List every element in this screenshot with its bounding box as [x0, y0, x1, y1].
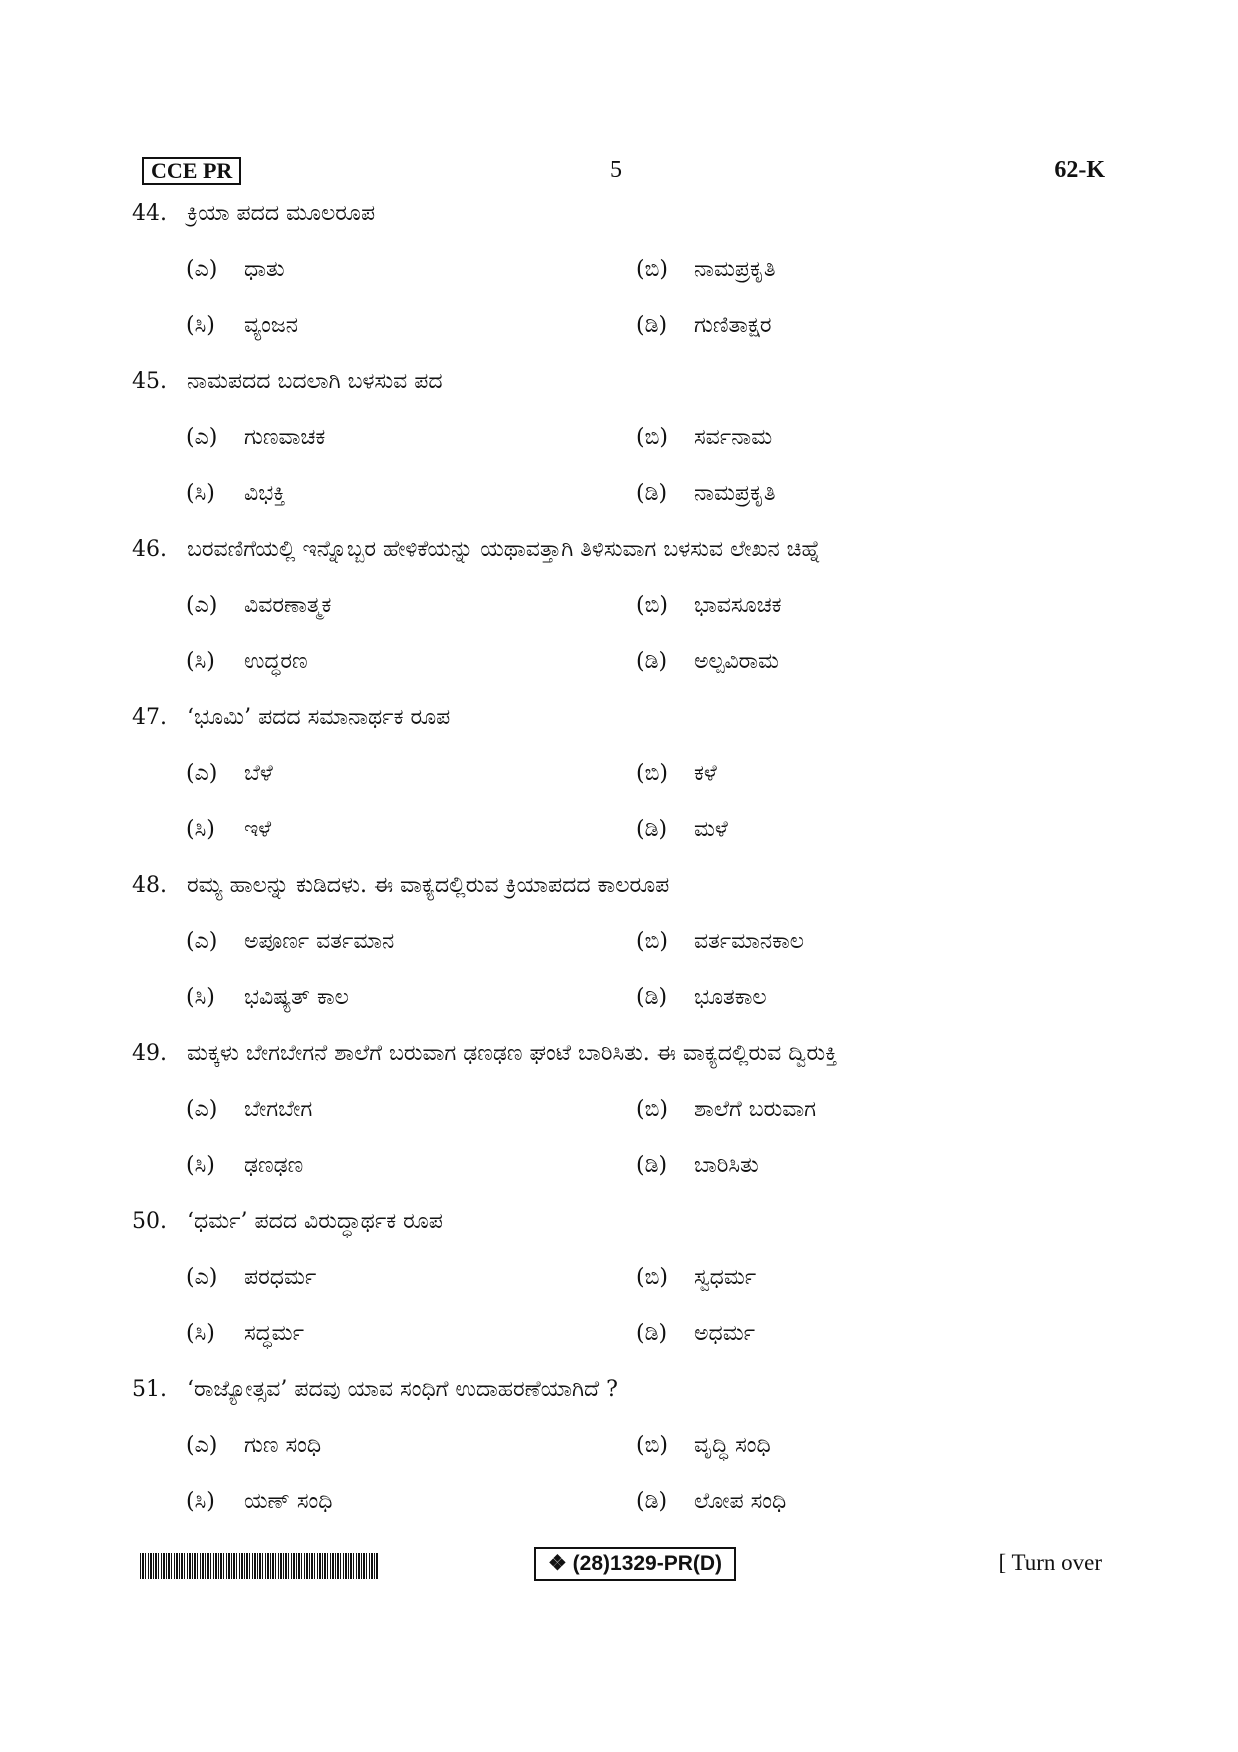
option-a[interactable] — [186, 1428, 321, 1464]
option-label: (ಡಿ) — [636, 1489, 668, 1514]
question-text: ಬರವಣಿಗೆಯಲ್ಲಿ ಇನ್ನೊಬ್ಬರ ಹೇಳಿಕೆಯನ್ನು ಯಥಾವತ್ತಾಗಿ ತಿಳಿಸುವಾಗ ಬಳಸುವ ಲೇಖನ ಚಿಹ್ನೆ — [187, 537, 821, 562]
option-text: ವೃದ್ಧಿ ಸಂಧಿ — [694, 1433, 771, 1458]
option-text: ವಿವರಣಾತ್ಮಕ — [244, 593, 332, 618]
option-label: (ಡಿ) — [636, 1153, 668, 1178]
question-text: ರಮ್ಯ ಹಾಲನ್ನು ಕುಡಿದಳು. ಈ ವಾಕ್ಯದಲ್ಲಿರುವ ಕ್ರಿಯಾಪದದ ಕಾಲರೂಪ — [187, 873, 670, 898]
option-label: (ಎ) — [186, 1097, 218, 1122]
option-row — [132, 756, 1112, 812]
question-number: 46. — [132, 537, 167, 562]
question-text: ‘ಧರ್ಮ’ ಪದದ ವಿರುದ್ಧಾರ್ಥಕ ರೂಪ — [187, 1209, 443, 1234]
option-text: ಢಣಢಣ — [244, 1153, 304, 1178]
option-label: (ಡಿ) — [636, 817, 668, 842]
option-b[interactable] — [636, 588, 782, 624]
option-label: (ಬಿ) — [636, 761, 668, 786]
option-row — [132, 1428, 1112, 1484]
question-stem — [132, 1036, 1112, 1092]
paper-serial-box — [534, 1547, 736, 1581]
option-a[interactable] — [186, 756, 273, 792]
option-text: ಭೂತಕಾಲ — [694, 985, 767, 1010]
option-b[interactable] — [636, 756, 717, 792]
question-48 — [132, 868, 1112, 1036]
option-row — [132, 644, 1112, 700]
option-a[interactable] — [186, 420, 325, 456]
question-stem — [132, 1204, 1112, 1260]
option-text: ಲೋಪ ಸಂಧಿ — [694, 1489, 787, 1514]
question-stem — [132, 868, 1112, 924]
option-b[interactable] — [636, 1260, 756, 1296]
option-label: (ಡಿ) — [636, 649, 668, 674]
option-text: ಬಾರಿಸಿತು — [694, 1153, 759, 1178]
turn-over-note: [ Turn over — [998, 1550, 1102, 1575]
option-text: ಸ್ವಧರ್ಮ — [694, 1265, 757, 1290]
cce-pr-label: CCE PR — [142, 157, 241, 185]
option-d[interactable] — [636, 308, 771, 344]
option-c[interactable] — [186, 1484, 332, 1520]
question-stem — [132, 1372, 1112, 1428]
question-51 — [132, 1372, 1112, 1540]
option-d[interactable] — [636, 1148, 759, 1184]
option-row — [132, 980, 1112, 1036]
option-a[interactable] — [186, 588, 331, 624]
option-text: ಉದ್ಧರಣ — [244, 649, 308, 674]
option-row — [132, 1092, 1112, 1148]
option-c[interactable] — [186, 1316, 304, 1352]
option-c[interactable] — [186, 644, 308, 680]
option-label: (ಎ) — [186, 425, 218, 450]
option-text: ಬೆಳೆ — [244, 761, 273, 786]
question-50 — [132, 1204, 1112, 1372]
option-text: ಪರಧರ್ಮ — [244, 1265, 317, 1290]
option-label: (ಎ) — [186, 761, 218, 786]
option-text: ಇಳೆ — [244, 817, 272, 842]
option-a[interactable] — [186, 1092, 312, 1128]
option-text: ಮಳೆ — [694, 817, 728, 842]
option-label: (ಸಿ) — [186, 481, 215, 506]
question-49 — [132, 1036, 1112, 1204]
paper-serial: (28)1329-PR(D) — [572, 1552, 723, 1575]
option-text: ಸದ್ಧರ್ಮ — [244, 1321, 304, 1346]
option-text: ನಾಮಪ್ರಕೃತಿ — [694, 257, 776, 282]
option-label: (ಎ) — [186, 929, 218, 954]
question-number: 49. — [132, 1041, 167, 1066]
page-footer — [132, 1547, 1112, 1587]
option-text: ಅಪೂರ್ಣ ವರ್ತಮಾನ — [244, 929, 395, 954]
option-label: (ಸಿ) — [186, 817, 215, 842]
option-text: ಧಾತು — [244, 257, 285, 282]
option-label: (ಬಿ) — [636, 1433, 668, 1458]
question-number: 45. — [132, 369, 167, 394]
question-45 — [132, 364, 1112, 532]
option-text: ಬೇಗಬೇಗ — [244, 1097, 313, 1122]
question-number: 51. — [132, 1377, 167, 1402]
option-b[interactable] — [636, 1428, 771, 1464]
option-d[interactable] — [636, 980, 767, 1016]
option-label: (ಬಿ) — [636, 593, 668, 618]
option-label: (ಸಿ) — [186, 985, 215, 1010]
option-row — [132, 588, 1112, 644]
option-label: (ಬಿ) — [636, 929, 668, 954]
option-d[interactable] — [636, 476, 776, 512]
option-c[interactable] — [186, 980, 349, 1016]
question-list — [132, 196, 1112, 1540]
barcode — [140, 1553, 378, 1579]
question-46 — [132, 532, 1112, 700]
option-row — [132, 308, 1112, 364]
option-b[interactable] — [636, 252, 776, 288]
option-text: ಸರ್ವನಾಮ — [694, 425, 773, 450]
option-b[interactable] — [636, 924, 804, 960]
question-number: 50. — [132, 1209, 167, 1234]
option-text: ವರ್ತಮಾನಕಾಲ — [694, 929, 805, 954]
option-label: (ಡಿ) — [636, 985, 668, 1010]
question-stem — [132, 364, 1112, 420]
question-stem — [132, 700, 1112, 756]
option-text: ಯಣ್ ಸಂಧಿ — [244, 1489, 333, 1514]
option-b[interactable] — [636, 420, 772, 456]
option-row — [132, 812, 1112, 868]
option-text: ನಾಮಪ್ರಕೃತಿ — [694, 481, 776, 506]
question-number: 47. — [132, 705, 167, 730]
option-c[interactable] — [186, 476, 285, 512]
option-label: (ಸಿ) — [186, 313, 215, 338]
question-text: ನಾಮಪದದ ಬದಲಾಗಿ ಬಳಸುವ ಪದ — [187, 369, 443, 394]
option-text: ಭಾವಸೂಚಕ — [694, 593, 782, 618]
option-text: ಭವಿಷ್ಯತ್ ಕಾಲ — [244, 985, 349, 1010]
question-stem — [132, 196, 1112, 252]
option-label: (ಎ) — [186, 1265, 218, 1290]
option-c[interactable] — [186, 812, 271, 848]
option-row — [132, 1148, 1112, 1204]
option-label: (ಸಿ) — [186, 1321, 215, 1346]
option-a[interactable] — [186, 1260, 316, 1296]
option-row — [132, 252, 1112, 308]
option-a[interactable] — [186, 252, 285, 288]
option-text: ಶಾಲೆಗೆ ಬರುವಾಗ — [694, 1097, 817, 1122]
option-d[interactable] — [636, 1316, 755, 1352]
page-header — [142, 157, 1105, 187]
option-label: (ಸಿ) — [186, 1153, 215, 1178]
question-text: ಕ್ರಿಯಾ ಪದದ ಮೂಲರೂಪ — [187, 201, 376, 226]
option-label: (ಸಿ) — [186, 649, 215, 674]
option-a[interactable] — [186, 924, 394, 960]
question-47 — [132, 700, 1112, 868]
option-label: (ಬಿ) — [636, 1265, 668, 1290]
option-label: (ಡಿ) — [636, 313, 668, 338]
option-text: ಗುಣವಾಚಕ — [244, 425, 326, 450]
option-label: (ಎ) — [186, 1433, 218, 1458]
question-44 — [132, 196, 1112, 364]
option-text: ಗುಣಿತಾಕ್ಷರ — [694, 313, 772, 338]
option-label: (ಎ) — [186, 593, 218, 618]
option-label: (ಬಿ) — [636, 425, 668, 450]
option-text: ಅಧರ್ಮ — [694, 1321, 756, 1346]
option-row — [132, 1316, 1112, 1372]
option-label: (ಎ) — [186, 257, 218, 282]
option-text: ವ್ಯಂಜನ — [244, 313, 298, 338]
option-label: (ಡಿ) — [636, 481, 668, 506]
question-text: ‘ಭೂಮಿ’ ಪದದ ಸಮಾನಾರ್ಥಕ ರೂಪ — [187, 705, 451, 730]
option-row — [132, 420, 1112, 476]
question-number: 44. — [132, 201, 167, 226]
option-c[interactable] — [186, 1148, 303, 1184]
option-label: (ಡಿ) — [636, 1321, 668, 1346]
option-d[interactable] — [636, 644, 779, 680]
option-b[interactable] — [636, 1092, 816, 1128]
option-row — [132, 924, 1112, 980]
option-row — [132, 1260, 1112, 1316]
question-text: ಮಕ್ಕಳು ಬೇಗಬೇಗನೆ ಶಾಲೆಗೆ ಬರುವಾಗ ಢಣಢಣ ಘಂಟೆ ಬಾರಿಸಿತು. ಈ ವಾಕ್ಯದಲ್ಲಿರುವ ದ್ವಿರುಕ್ತಿ — [187, 1041, 838, 1066]
question-text: ‘ರಾಜ್ಯೋತ್ಸವ’ ಪದವು ಯಾವ ಸಂಧಿಗೆ ಉದಾಹರಣೆಯಾಗಿದೆ ? — [187, 1377, 618, 1402]
page-number: 5 — [610, 157, 622, 183]
option-d[interactable] — [636, 812, 728, 848]
option-d[interactable] — [636, 1484, 786, 1520]
paper-code: 62-K — [1054, 157, 1105, 183]
option-row — [132, 476, 1112, 532]
question-number: 48. — [132, 873, 167, 898]
option-text: ವಿಭಕ್ತಿ — [244, 481, 286, 506]
question-stem — [132, 532, 1112, 588]
option-row — [132, 1484, 1112, 1540]
option-text: ಕಳೆ — [694, 761, 717, 786]
option-text: ಅಲ್ಪವಿರಾಮ — [694, 649, 779, 674]
option-c[interactable] — [186, 308, 298, 344]
option-label: (ಸಿ) — [186, 1489, 215, 1514]
option-text: ಗುಣ ಸಂಧಿ — [244, 1433, 322, 1458]
option-label: (ಬಿ) — [636, 1097, 668, 1122]
diamond-icon: ❖ — [548, 1552, 567, 1575]
option-label: (ಬಿ) — [636, 257, 668, 282]
